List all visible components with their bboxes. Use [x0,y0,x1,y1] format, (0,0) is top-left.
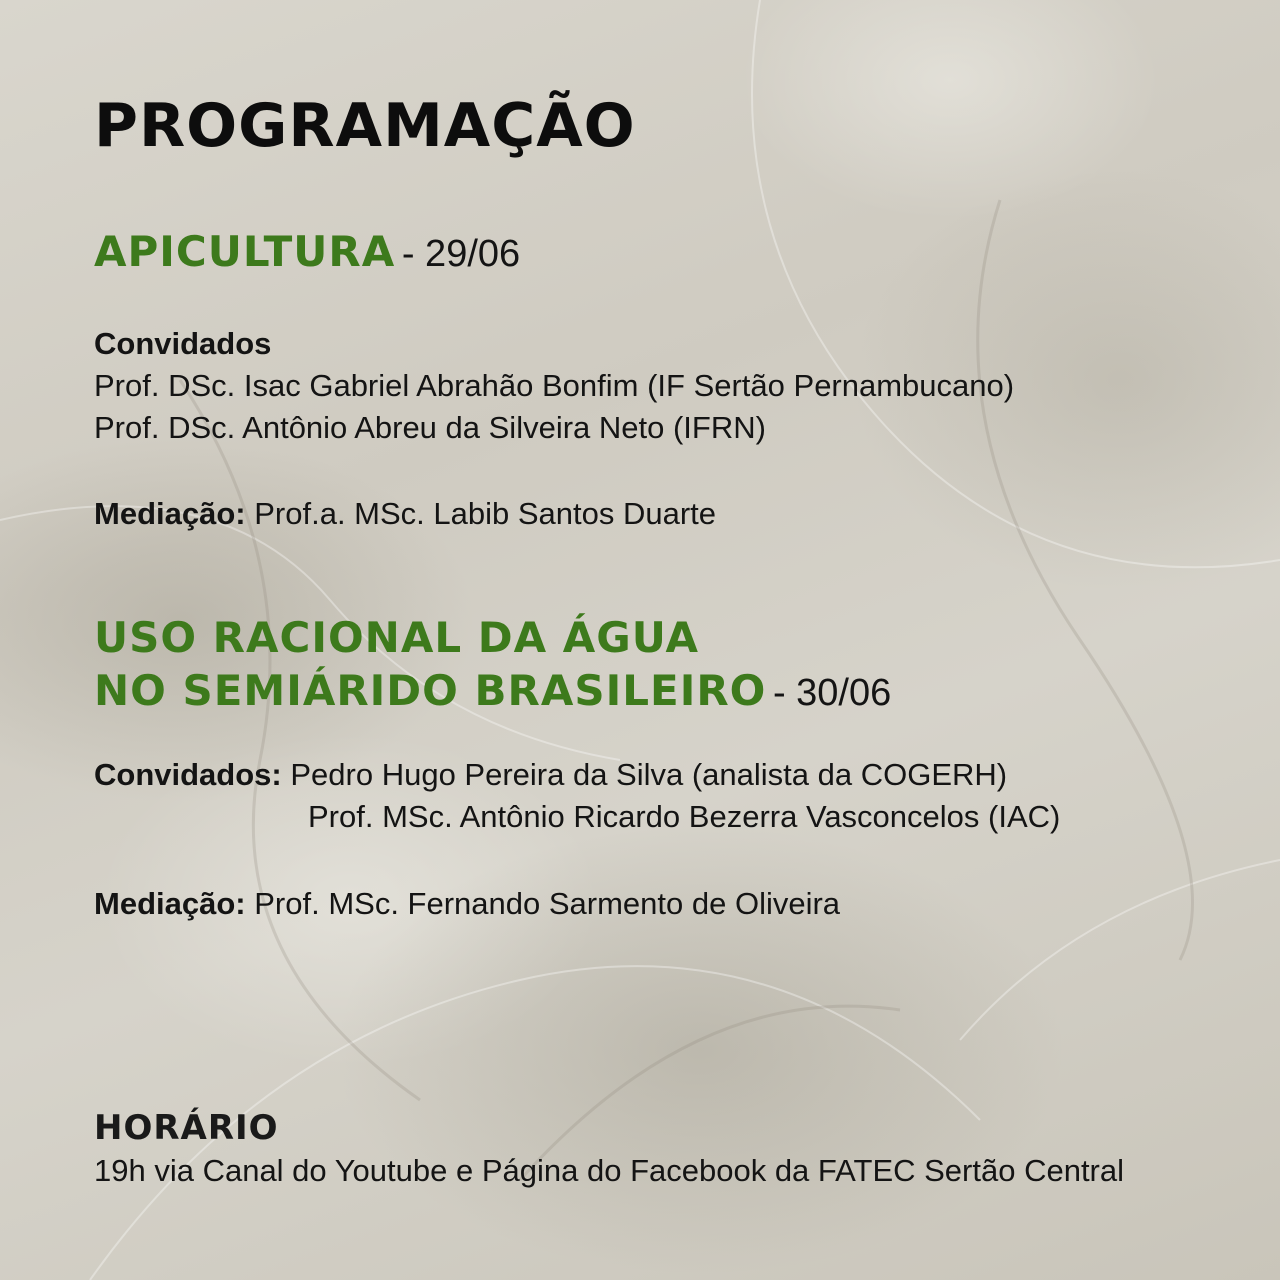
session-2-theme-line-2: NO SEMIÁRIDO BRASILEIRO [94,666,767,715]
page-title: PROGRAMAÇÃO [94,91,636,161]
session-2-date: - 30/06 [772,672,892,714]
session-1-theme: APICULTURA [94,227,396,276]
session-2-heading [94,613,892,722]
session-1-guests-label: Convidados [94,326,272,361]
session-2-guest-2: Prof. MSc. Antônio Ricardo Bezerra Vasconcelos (IAC) [308,799,1061,834]
session-1-date: - 29/06 [401,233,521,275]
session-2-guest-1: Pedro Hugo Pereira da Silva (analista da COGERH) [290,757,1008,792]
session-2-guests [94,754,1060,838]
session-2-mediation [94,883,840,925]
session-2-mediation-label: Mediação: [94,886,246,921]
session-1-heading [94,227,521,283]
session-1-mediation-label: Mediação: [94,496,246,531]
session-1-guests [94,323,1014,449]
session-1-mediation [94,493,716,535]
session-2-theme-line-1: USO RACIONAL DA ÁGUA [94,613,700,662]
schedule-title: HORÁRIO [94,1108,279,1148]
session-1-guest-1: Prof. DSc. Isac Gabriel Abrahão Bonfim (IF Sertão Pernambucano) [94,368,1015,403]
session-2-mediator: Prof. MSc. Fernando Sarmento de Oliveira [254,886,841,921]
session-2-guests-label: Convidados: [94,757,282,792]
session-1-mediator: Prof.a. MSc. Labib Santos Duarte [254,496,717,531]
session-1-guest-2: Prof. DSc. Antônio Abreu da Silveira Neto (IFRN) [94,410,766,445]
schedule-text: 19h via Canal do Youtube e Página do Facebook da FATEC Sertão Central [94,1153,1125,1188]
